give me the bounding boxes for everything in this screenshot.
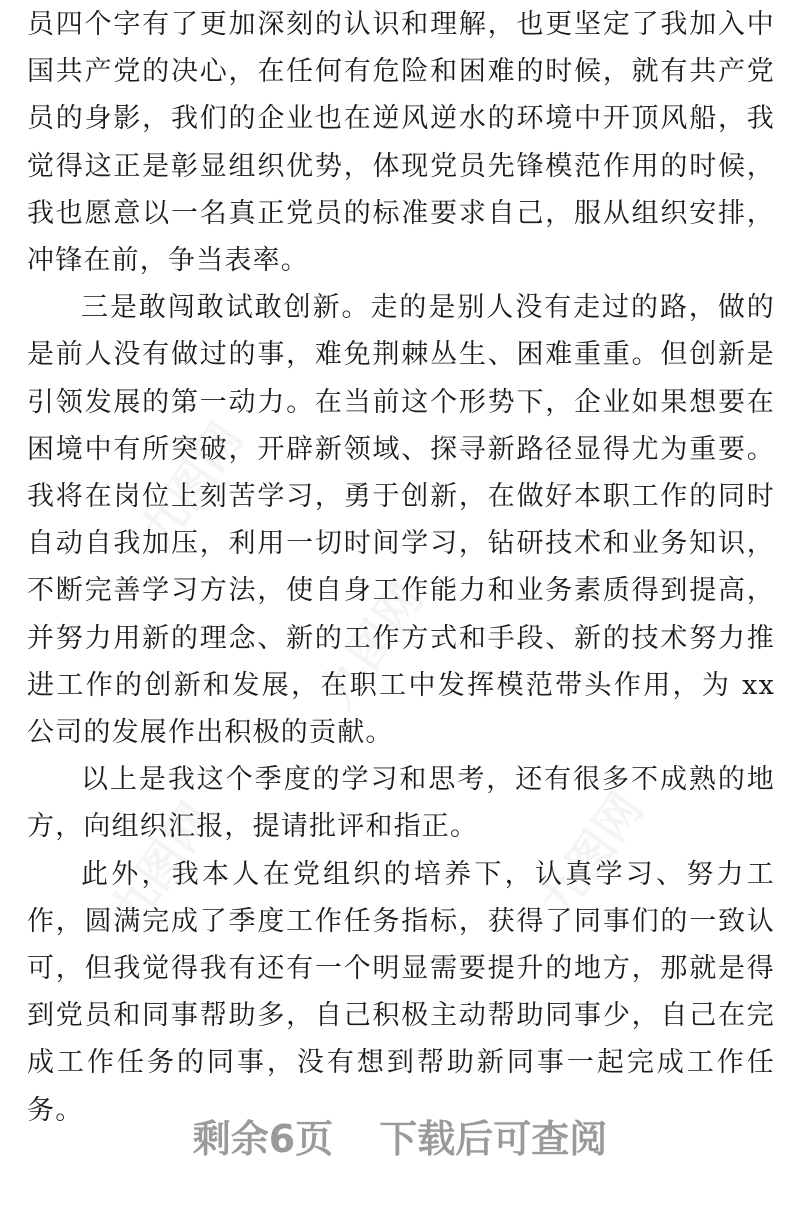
paragraph-additional: 此外，我本人在党组织的培养下，认真学习、努力工作，圆满完成了季度工作任务指标，获得了同事们的一致认可，但我觉得我有还有一个明显需要提升的地方，那就是得到党员和同事帮助多，自己积极主动帮助同事少，自己在完成工作任务的同事，没有想到帮助新同事一起完成工作任务。 xyxy=(27,858,775,1126)
document-body xyxy=(27,1,775,1134)
paragraph-continuation: 员四个字有了更加深刻的认识和理解，也更坚定了我加入中国共产党的决心，在任何有危险和困难的时候，就有共产党员的身影，我们的企业也在逆风逆水的环境中开顶风船，我觉得这正是彰显组织优势，体现党员先锋模范作用的时候，我也愿意以一名真正党员的标准要求自己，服从组织安排，冲锋在前，争当表率。 xyxy=(27,9,775,277)
watermark: 九图网 xyxy=(129,412,254,557)
download-prompt-label: 下载后可查阅 xyxy=(379,1117,608,1161)
paragraph-innovation: 三是敢闯敢试敢创新。走的是别人没有走过的路，做的是前人没有做过的事，难免荆棘丛生、困难重重。但创新是引领发展的第一动力。在当前这个形势下，企业如果想要在困境中有所突破，开辟新领域、探寻新路径显得尤为重要。我将在岗位上刻苦学习，勇于创新，在做好本职工作的同时自动自我加压，利用一切时间学习，钻研技术和业务知识，不断完善学习方法，使自身工作能力和业务素质得到提高，并努力用新的理念、新的工作方式和手段、新的技术努力推进工作的创新和发展，在职工中发挥模范带头作用，为 xx 公司的发展作出积极的贡献。 xyxy=(27,292,775,749)
watermark: 九图网 xyxy=(529,782,654,927)
download-banner[interactable] xyxy=(0,1108,800,1163)
watermark: 九图网 xyxy=(309,572,434,717)
paragraph-summary: 以上是我这个季度的学习和思考，还有很多不成熟的地方，向组织汇报，提请批评和指正。 xyxy=(27,764,775,843)
watermark: 九图网 xyxy=(99,792,224,937)
remaining-pages-label: 剩余6页 xyxy=(192,1117,334,1161)
